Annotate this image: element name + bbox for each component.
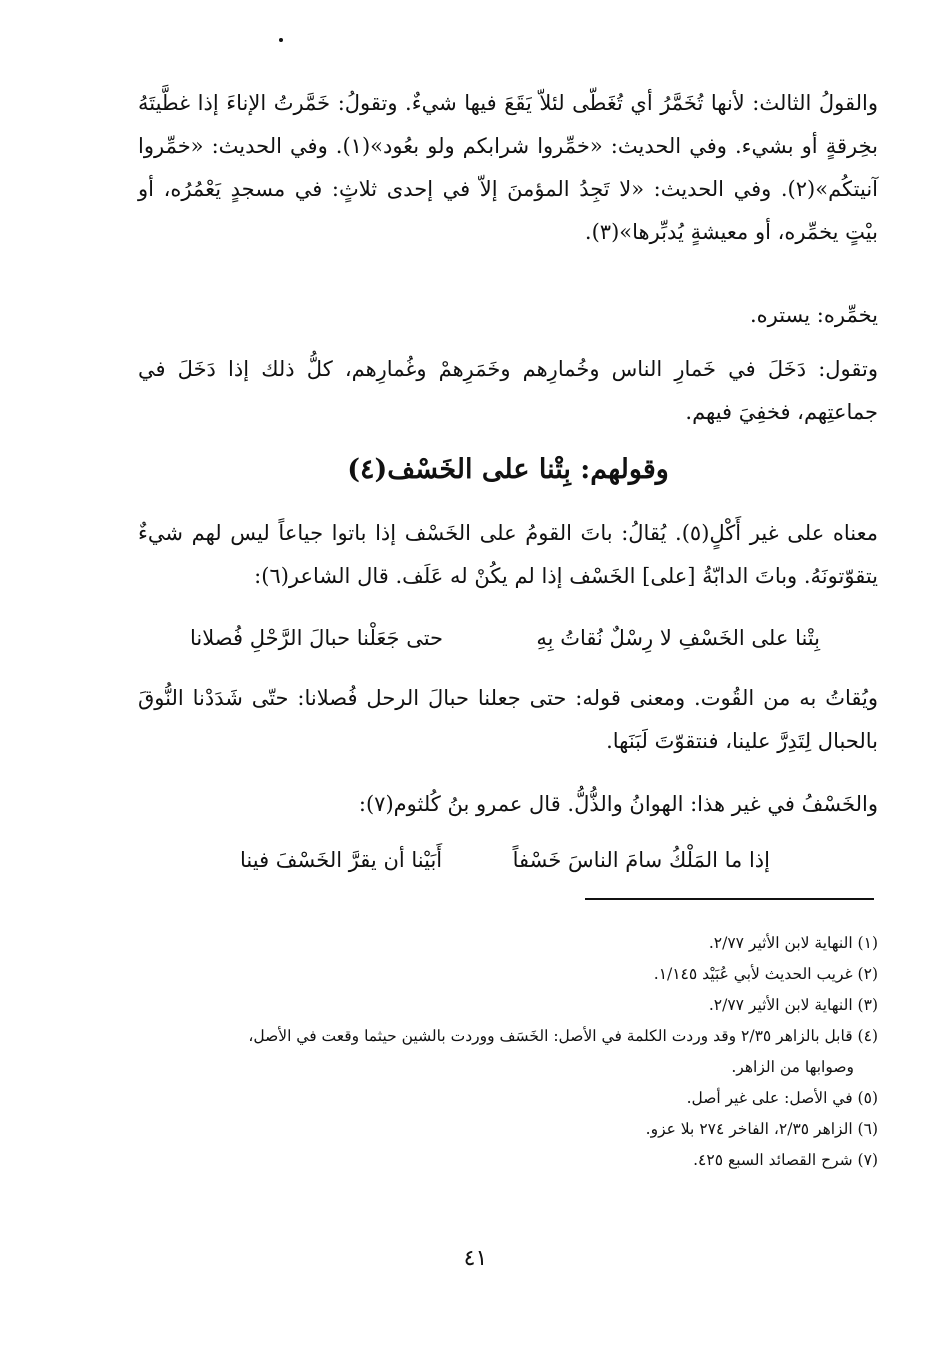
paragraph-third-saying: والقولُ الثالث: لأنها تُخَمَّرُ أي تُغَطّى لئلاّ يَقَعَ فيها شيءٌ. وتقولُ: خَمَّرتُ الإناءَ إذا غطَّيتَهُ بخِرقةٍ أو بشيء. وفي الحديث: «خمِّروا شرابكم ولو بعُود»(١). وفي الحديث: «خمِّروا آنيتكُم»(٢). وفي الحديث: «لا تَجِدُ المؤمنَ إلاّ في إحدى ثلاثٍ: في مسجدٍ يَعْمُرُه، أو بيْتٍ يخمِّره، أو معيشةٍ يُدبِّرها»(٣). [138,91,878,244]
footnote-7: (٧) شرح القصائد السبع ٤٢٥. [693,1151,878,1169]
footnote-6: (٦) الزاهر ٢/٣٥، الفاخر ٢٧٤ بلا عزو. [645,1120,878,1138]
footnote-5: (٥) في الأصل: على غير أصل. [686,1089,878,1107]
paragraph-khasf-other: والخَسْفُ في غير هذا: الهوانُ والذُّلُّ. قال عمرو بنُ كُلثوم(٧): [358,792,878,816]
section-heading: وقولهم: بِتْنا على الخَسْف(٤) [347,454,669,485]
footnote-1: (١) النهاية لابن الأثير ٢/٧٧. [708,934,878,952]
verse-1-first-hemistich: بِتْنا على الخَسْفِ لا رِسْلٌ نُقاتُ بِهِ [536,626,820,650]
footnotes [138,928,878,1176]
verse-2-second-hemistich: أَبَيْنا أن يقرَّ الخَسْفَ فينا [240,848,443,872]
page-mark [279,38,283,42]
footnote-3: (٣) النهاية لابن الأثير ٢/٧٧. [708,996,878,1014]
footnote-divider [585,898,874,900]
paragraph-yukhammiruh: يخمِّره: يستره. [749,303,878,327]
page-number: ٤١ [463,1246,488,1271]
paragraph-yuqat: ويُقاتُ به من القُوت. ومعنى قوله: حتى جعلنا حبالَ الرحل فُصلانا: حتّى شَدَدْنا النُّوقَ بالحبال لِتَدِرَّ علينا، فنتقوّتَ لَبَنَها. [138,686,878,753]
verse-1-second-hemistich: حتى جَعَلْنا حبالَ الرَّحْلِ فُصلانا [190,626,444,650]
paragraph-meaning: معناه على غير أَكْلٍ(٥). يُقالُ: باتَ القومُ على الخَسْف إذا باتوا جياعاً ليس لهم شيءٌ يتقوّتونَهُ. وباتَ الدابّةُ [على] الخَسْف إذا لم يكُنْ له عَلَف. قال الشاعر(٦): [138,521,879,588]
verse-2-first-hemistich: إذا ما المَلْكُ سامَ الناسَ خَسْفاً [512,848,770,872]
footnote-4-continued: وصوابها من الزاهر. [731,1058,854,1076]
verse-line-1 [190,618,820,658]
verse-line-2 [240,840,770,880]
footnote-2: (٢) غريب الحديث لأبي عُبَيْد ١/١٤٥. [653,965,878,983]
footnote-4: (٤) قابل بالزاهر ٢/٣٥ وقد وردت الكلمة في الأصل: الخَسَف ووردت بالشين حيثما وقعت في الأصل، [248,1027,878,1045]
paragraph-khamar-alnas: وتقول: دَخَلَ في خَمارِ الناس وخُمارِهم وخَمَرِهمْ وغُمارِهم، كلُّ ذلك إذا دَخَلَ في جماعتِهم، فخفِيَ فيهم. [138,357,878,424]
